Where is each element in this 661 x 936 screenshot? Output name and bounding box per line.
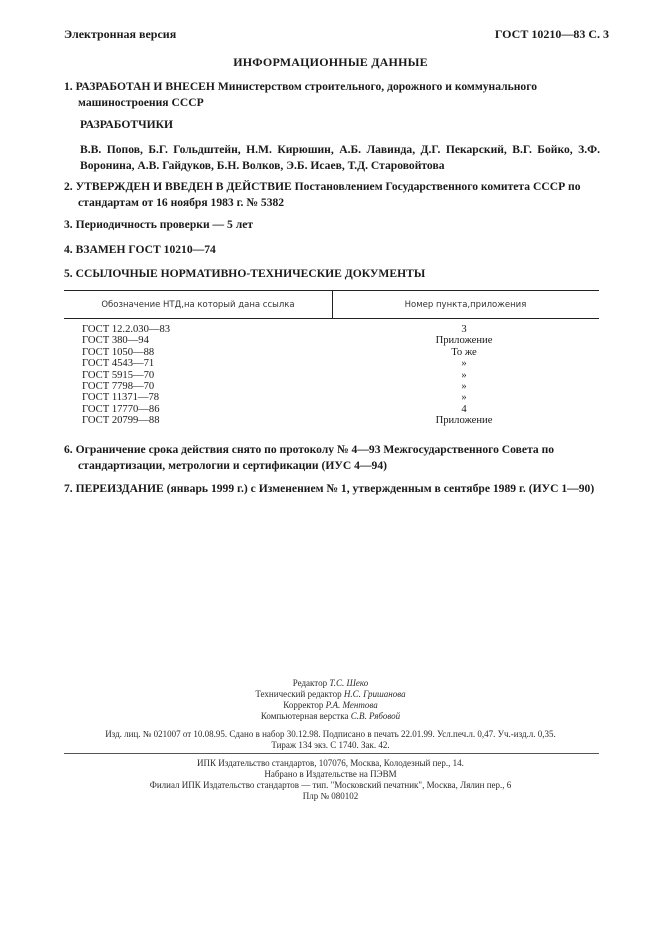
developers-heading: РАЗРАБОТЧИКИ: [80, 118, 174, 131]
table-cell-document: ГОСТ 7798—70: [82, 380, 155, 392]
table-cell-document: ГОСТ 12.2.030—83: [82, 324, 171, 335]
table-cell-document: ГОСТ 20799—88: [82, 415, 160, 427]
table-row: [64, 335, 599, 346]
imprint-tech-name: Н.С. Гришанова: [343, 689, 406, 699]
imprint-print-line2: Тираж 134 экз. С 1740. Зак. 42.: [271, 740, 390, 750]
imprint-editor-label: Редактор: [292, 678, 328, 688]
table-cell-clause: »: [461, 392, 467, 404]
table-body: [64, 324, 599, 427]
developers-names: В.В. Попов, Б.Г. Гольдштейн, Н.М. Кирюшин, А.Б. Лавинда, Д.Г. Пекарский, В.Г. Бойко, З.Ф. Воронина, А.В. Гайдуков, Б.Н. Волков, Э.Б. Исаев, Т.Д. Старовойтова: [80, 143, 600, 172]
table-row: [64, 392, 599, 403]
table-cell-clause: 3: [461, 324, 467, 335]
table-cell-clause: Приложение: [435, 415, 493, 427]
item-replaces: 4. ВЗАМЕН ГОСТ 10210—74: [64, 243, 216, 256]
imprint-editor-name: Т.С. Шеко: [329, 678, 369, 688]
table-cell-clause: То же: [451, 346, 477, 358]
imprint-editor: [0, 678, 661, 689]
table-cell-clause: 4: [461, 403, 467, 415]
table-cell-clause: »: [461, 369, 467, 381]
table-cell-document: ГОСТ 5915—70: [82, 369, 155, 381]
imprint-tech-label: Технический редактор: [255, 689, 342, 699]
imprint-layout-label: Компьютерная верстка: [260, 711, 349, 721]
imprint-tech-editor: [0, 689, 661, 700]
publisher-line1: ИПК Издательство стандартов, 107076, Москва, Колодезный пер., 14.: [197, 758, 464, 768]
table-cell-clause: Приложение: [435, 335, 493, 347]
header-standard-page: ГОСТ 10210—83 С. 3: [494, 27, 609, 41]
table-cell-clause: »: [461, 358, 467, 370]
imprint-divider: [64, 753, 599, 754]
table-cell-document: ГОСТ 11371—78: [82, 392, 160, 404]
publisher-line2: Набрано в Издательстве на ПЭВМ: [264, 769, 397, 779]
imprint-print-line1: Изд. лиц. № 021007 от 10.08.95. Сдано в набор 30.12.98. Подписано в печать 22.01.99. Усл.печ.л. 0,47. Уч.-изд.л. 0,35.: [105, 729, 556, 739]
imprint-layout: [0, 711, 661, 722]
table-cell-document: ГОСТ 1050—88: [82, 346, 155, 358]
item-limit-removed: 6. Ограничение срока действия снято по протоколу № 4—93 Межгосударственного Совета по стандартизации, метрологии и сертификации (ИУС 4—94): [64, 443, 555, 472]
item-approved: 2. УТВЕРЖДЕН И ВВЕДЕН В ДЕЙСТВИЕ Постановлением Государственного комитета СССР по стандартам от 16 ноября 1983 г. № 5382: [64, 180, 581, 209]
table-row: [64, 370, 599, 381]
item-developed: 1. РАЗРАБОТАН И ВНЕСЕН Министерством строительного, дорожного и коммунального машиностроения СССР: [64, 80, 537, 109]
item-reissue: 7. ПЕРЕИЗДАНИЕ (январь 1999 г.) с Изменением № 1, утвержденным в сентябре 1989 г. (ИУС 1—90): [64, 482, 595, 495]
table-header-rule: [64, 318, 599, 319]
table-row: [64, 324, 599, 335]
imprint-layout-name: С.В. Рябовой: [350, 711, 401, 721]
item-check-period: 3. Периодичность проверки — 5 лет: [64, 218, 254, 231]
publisher-line4: Плр № 080102: [302, 791, 359, 801]
table-cell-document: ГОСТ 4543—71: [82, 358, 155, 370]
table-row: [64, 415, 599, 426]
table-row: [64, 404, 599, 415]
publisher-line3: Филиал ИПК Издательство стандартов — тип. "Московский печатник", Москва, Лялин пер., 6: [149, 780, 512, 790]
table-cell-clause: »: [461, 380, 467, 392]
table-header-document: Обозначение НТД,на который дана ссылка: [101, 300, 295, 310]
imprint-corr-label: Корректор: [283, 700, 324, 710]
item-references-heading: 5. ССЫЛОЧНЫЕ НОРМАТИВНО-ТЕХНИЧЕСКИЕ ДОКУМЕНТЫ: [64, 267, 426, 280]
page-title: ИНФОРМАЦИОННЫЕ ДАННЫЕ: [233, 55, 428, 69]
table-row: [64, 358, 599, 369]
header-edition: Электронная версия: [64, 27, 177, 41]
table-cell-document: ГОСТ 17770—86: [82, 403, 160, 415]
table-row: [64, 347, 599, 358]
imprint-corrector: [0, 700, 661, 711]
table-header-clause: Номер пункта,приложения: [404, 300, 527, 310]
imprint-corr-name: Р.А. Ментова: [325, 700, 378, 710]
table-row: [64, 381, 599, 392]
table-cell-document: ГОСТ 380—94: [82, 335, 149, 347]
